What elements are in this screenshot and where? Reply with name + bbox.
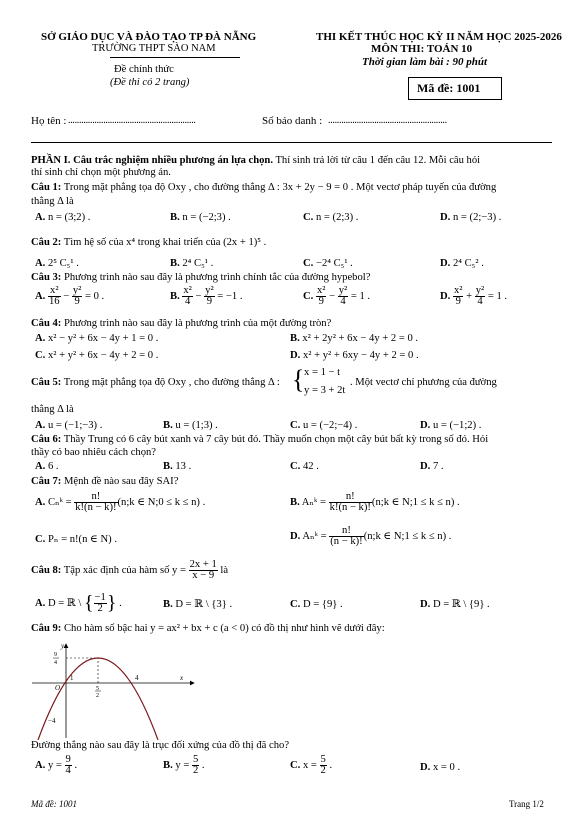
q6-option-a[interactable] [35,461,59,473]
q9-stem [31,623,385,635]
q4-label: Câu 4: [31,318,62,329]
y-tick-9-4-den: 4 [54,660,57,666]
q7-label: Câu 7: [31,476,62,487]
option-text: x = 0 . [432,762,461,773]
q5-option-d[interactable] [420,420,481,432]
fraction: $\frac{5}{2}$ [320,754,326,776]
option-text: D = ℝ \ {3} . [175,599,233,610]
option-letter: D. [420,461,431,472]
x-axis-label: x [180,674,184,682]
fraction: $\frac{n!}{k!(n - k)!}$ [329,491,371,513]
exam-code-box [408,77,502,100]
parabola-graph [30,640,200,740]
option-text: n = (2;3) . [315,212,359,223]
option-letter: A. [35,461,46,472]
option-letter: C. [290,420,301,431]
option-text: u = (1;3) . [175,420,218,431]
option-text: 42 . [302,461,319,472]
q4-option-d[interactable] [290,350,419,362]
q5-system-brace: { [292,365,305,394]
option-letter: C. [35,350,46,361]
q7-text: Mệnh đề nào sau đây SAI? [61,476,179,487]
q1-label: Câu 1: [31,182,62,193]
q2-option-d[interactable] [440,258,484,270]
q4-text: Phương trình nào sau đây là phương trình của một đường tròn? [61,318,332,329]
q3-option-b[interactable]: B. $\frac{\text{x²}}{4}$ − $\frac{\text{y²}}{9}$ = −1 . [170,285,243,307]
x-tick-5-2-den: 2 [96,693,99,699]
q6-text: Thầy Trung có 6 cây bút xanh và 7 cây bút đỏ. Thầy muốn chọn một cây bút bất kỳ trong số đó. Hỏi [61,434,489,445]
q5-label: Câu 5: [31,377,62,388]
option-text: Pₙ = n!(n ∈ N) . [47,534,117,545]
q9-text: Cho hàm số bậc hai y = ax² + bx + c (a < 0) có đồ thị như hình vẽ dưới đây: [61,623,385,634]
option-text: 2⁵ C₅¹ . [47,258,79,269]
q8-option-b[interactable] [163,599,232,611]
x-tick-5-2-num: 5 [96,686,99,692]
student-id-field[interactable]: ...................................................... [328,115,447,126]
fraction: $\frac{n!}{(n - k)!}$ [330,525,363,547]
option-letter: D. [440,290,451,302]
q3-option-a[interactable]: A. $\frac{\text{x²}}{16}$ − $\frac{\text{y²}}{9}$ = 0 . [35,285,105,307]
option-text: 7 . [432,461,444,472]
option-letter: A. [35,212,46,223]
option-text: 6 . [47,461,59,472]
q9-label: Câu 9: [31,623,62,634]
option-text: 13 . [175,461,192,472]
option-text: −2⁴ C₅¹ . [315,258,353,269]
q6-option-d[interactable] [420,461,444,473]
part1-intro-2: thí sinh chỉ chọn một phương án. [31,167,171,178]
q8-option-d[interactable] [420,599,490,611]
option-letter: C. [35,534,46,545]
option-letter: A. [35,496,46,508]
option-text: D = ℝ \ {9} . [432,599,490,610]
q6-option-c[interactable] [290,461,319,473]
q4-stem [31,318,331,330]
q2-option-b[interactable] [170,258,213,270]
q4-option-b[interactable] [290,333,418,345]
q8-stem [31,560,228,581]
option-letter: D. [290,530,301,542]
part1-intro-text: Thí sinh trả lời từ câu 1 đến câu 12. Mỗi câu hỏi [272,155,481,166]
q8-option-c[interactable] [290,599,343,611]
q1-stem-2: thẳng Δ là [31,196,74,207]
option-letter: D. [440,258,451,269]
option-letter: A. [35,420,46,431]
q6-stem-2: thầy có bao nhiêu cách chọn? [31,447,157,458]
student-name-label: Họ tên : [31,115,67,127]
fraction: $\frac{\text{y²}}{9}$ [72,285,82,307]
fraction: $\frac{\text{x²}}{16}$ [48,285,60,307]
option-text: u = (−1;2) . [432,420,482,431]
option-letter: A. [35,290,46,302]
option-text: 2⁴ C₅¹ . [182,258,214,269]
option-letter: B. [290,333,300,344]
x-tick-4: 4 [135,674,139,682]
option-letter: A. [35,333,46,344]
q5-system-line1: x = 1 − t [304,367,341,378]
fraction: $\frac{\text{y²}}{4}$ [338,285,348,307]
header-divider [31,142,552,143]
option-text: u = (−2;−4) . [302,420,358,431]
option-letter: C. [303,258,314,269]
option-letter: B. [163,599,173,610]
official-label: Đề chính thức [114,64,174,75]
option-letter: C. [290,599,301,610]
option-letter: B. [170,290,180,302]
option-text: x² − y² + 6x − 4y + 1 = 0 . [47,333,159,344]
q4-option-a[interactable] [35,333,158,345]
fraction: $\frac{\text{x²}}{4}$ [183,285,192,307]
option-text: 2⁴ C₅² . [452,258,484,269]
subject-label: MÔN THI: TOÁN 10 [371,43,473,55]
q9-option-c[interactable]: C. x = $\frac{5}{2}$ . [290,754,333,776]
option-letter: B. [170,258,180,269]
fraction: $\frac{\text{y²}}{9}$ [205,285,214,307]
origin-label: O [55,684,61,692]
y-axis-label: y [61,642,65,650]
option-text: n = (3;2) . [47,212,91,223]
q8-text-after: là [217,564,229,576]
q7-option-d[interactable]: D. Aₙᵏ = $\frac{n!}{(n - k)!}$ (n;k ∈ N;1 ≤ k ≤ n) . [290,525,452,547]
footer-page-number: Trang 1/2 [509,799,544,809]
q3-option-c[interactable]: C. $\frac{\text{x²}}{9}$ − $\frac{\text{y²}}{4}$ = 1 . [303,285,371,307]
q1-option-d[interactable] [440,212,501,224]
q1-option-c[interactable] [303,212,358,224]
option-letter: D. [420,420,431,431]
exam-code: Mã đề: 1001 [417,81,481,95]
fraction: $\frac{2x + 1}{x - 9}$ [189,559,217,581]
option-letter: A. [35,759,46,771]
school-name: TRƯỜNG THPT SÀO NAM [92,43,216,54]
option-letter: C. [303,290,314,302]
student-name-field[interactable]: .......................................................... [68,115,196,126]
x-tick-1: 1 [70,674,74,682]
option-letter: D. [420,599,431,610]
q2-stem [31,237,266,249]
q8-option-a[interactable]: A. D = ℝ \ { $\frac{-1}{2}$ } . [35,592,122,614]
y-tick-9-4-num: 9 [54,652,57,658]
q7-option-a[interactable]: A. Cₙᵏ = $\frac{n!}{k!(n - k)!}$ (n;k ∈ N;0 ≤ k ≤ n) . [35,491,206,513]
q3-stem [31,272,370,284]
y-tick-neg4: −4 [48,717,56,725]
q6-label: Câu 6: [31,434,62,445]
fraction: $\frac{\text{x²}}{9}$ [316,285,326,307]
option-letter: D. [290,350,301,361]
option-letter: D. [420,762,431,773]
fraction: $\frac{-1}{2}$ [94,592,106,614]
q9-option-b[interactable]: B. y = $\frac{5}{2}$ . [163,754,205,776]
q3-label: Câu 3: [31,272,62,283]
option-text: x² + 2y² + 6x − 4y + 2 = 0 . [302,333,419,344]
part1-intro [31,155,480,167]
school-underline [110,57,240,58]
q5-option-a[interactable] [35,420,102,432]
q5-stem-after: . Một vectơ chỉ phương của đường [350,377,497,388]
q7-option-b[interactable]: B. Aₙᵏ = $\frac{n!}{k!(n - k)!}$ (n;k ∈ N;1 ≤ k ≤ n) . [290,491,460,513]
time-label: Thời gian làm bài : 90 phút [362,56,488,68]
option-text: n = (2;−3) . [452,212,502,223]
fraction: $\frac{9}{4}$ [65,754,71,776]
option-letter: B. [163,420,173,431]
option-text: n = (−2;3) . [182,212,231,223]
option-letter: B. [290,496,300,508]
q5-stem [31,377,280,388]
page-count: (Đề thi có 2 trang) [110,77,190,88]
q9-option-d[interactable] [420,762,460,774]
q6-option-b[interactable] [163,461,191,473]
q3-option-d[interactable]: D. $\frac{\text{x²}}{9}$ + $\frac{\text{y²}}{4}$ = 1 . [440,285,508,307]
q1-option-a[interactable] [35,212,90,224]
q1-text: Trong mặt phẳng tọa độ Oxy , cho đường thẳng Δ : 3x + 2y − 9 = 0 . Một vectơ pháp tuyến của đường [61,182,497,193]
q9-option-a[interactable]: A. y = $\frac{9}{4}$ . [35,754,78,776]
q7-stem [31,476,178,488]
fraction: $\frac{\text{y²}}{4}$ [475,285,485,307]
fraction: $\frac{n!}{k!(n - k)!}$ [75,491,117,513]
q3-text: Phương trình nào sau đây là phương trình chính tắc của đường hypebol? [61,272,371,283]
option-text: u = (−1;−3) . [47,420,103,431]
option-text: x² + y² + 6xy − 4y + 2 = 0 . [302,350,419,361]
fraction: $\frac{\text{x²}}{9}$ [453,285,463,307]
fraction: $\frac{5}{2}$ [192,754,199,776]
option-letter: D. [440,212,451,223]
q4-option-c[interactable] [35,350,158,362]
option-letter: A. [35,258,46,269]
q2-text: Tìm hệ số của x⁴ trong khai triển của (2x + 1)⁵ . [61,237,267,248]
q2-option-a[interactable] [35,258,79,270]
option-text: x² + y² + 6x − 4y + 2 = 0 . [47,350,159,361]
q5-system-line2: y = 3 + 2t [304,385,346,396]
exam-title: THI KẾT THÚC HỌC KỲ II NĂM HỌC 2025-2026 [316,31,562,43]
q5-option-c[interactable] [290,420,357,432]
option-letter: C. [290,461,301,472]
student-id-label: Số báo danh : [262,115,323,127]
q5-stem-2: thẳng Δ là [31,404,74,415]
q8-text: Tập xác định của hàm số y = [61,564,186,576]
q8-label: Câu 8: [31,564,62,576]
option-letter: B. [170,212,180,223]
option-letter: C. [303,212,314,223]
option-letter: B. [163,759,173,771]
option-letter: A. [35,597,46,609]
q7-option-c[interactable] [35,534,117,546]
q5-option-b[interactable] [163,420,218,432]
option-letter: B. [163,461,173,472]
q1-stem [31,182,496,194]
q5-text: Trong mặt phẳng tọa độ Oxy , cho đường thẳng Δ : [61,377,280,388]
part1-title: PHẦN I. Câu trắc nghiệm nhiều phương án lựa chọn. [31,155,273,166]
option-text: D = {9} . [302,599,343,610]
q2-label: Câu 2: [31,237,62,248]
q9-question: Đường thẳng nào sau đây là trục đối xứng của đồ thị đã cho? [31,740,290,751]
option-letter: C. [290,759,301,771]
q2-option-c[interactable] [303,258,353,270]
department-name: SỞ GIÁO DỤC VÀ ĐÀO TẠO TP ĐÀ NẴNG [41,31,257,43]
q1-option-b[interactable] [170,212,231,224]
footer-exam-code: Mã đề: 1001 [31,799,77,809]
q6-stem [31,434,488,446]
